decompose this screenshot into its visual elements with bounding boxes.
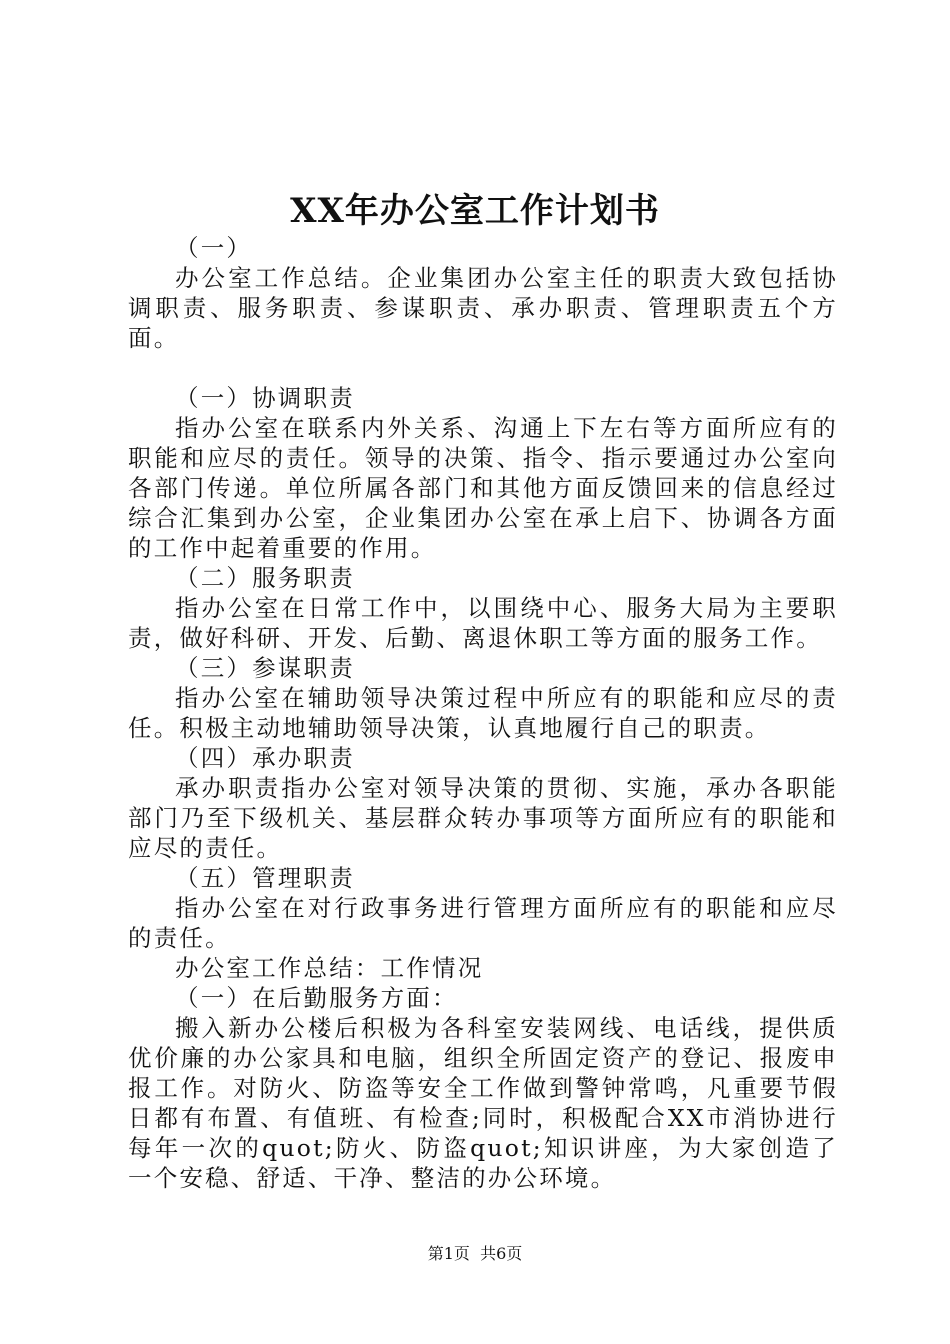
section-heading: （一）协调职责 — [175, 384, 355, 412]
page-footer — [0, 1242, 950, 1266]
page-number-current: 第1页 — [427, 1244, 470, 1263]
paragraph: 办公室工作总结。企业集团办公室主任的职责大致包括协调职责、服务职责、参谋职责、承办职责、管理职责五个方面。 — [128, 264, 838, 352]
paragraph: 指办公室在联系内外关系、沟通上下左右等方面所应有的职能和应尽的责任。领导的决策、指令、指示要通过办公室向各部门传递。单位所属各部门和其他方面反馈回来的信息经过综合汇集到办公室，企业集团办公室在承上启下、协调各方面的工作中起着重要的作用。 — [128, 414, 838, 562]
document-body — [128, 233, 838, 1193]
paragraph: 指办公室在日常工作中，以围绕中心、服务大局为主要职责，做好科研、开发、后勤、离退休职工等方面的服务工作。 — [128, 594, 838, 652]
section-heading: （五）管理职责 — [175, 864, 355, 892]
page-number-total: 共6页 — [480, 1244, 523, 1263]
footer-separator — [470, 1244, 480, 1263]
section-heading: （四）承办职责 — [175, 744, 355, 772]
section-heading: （二）服务职责 — [175, 564, 355, 592]
section-label: （一） — [175, 234, 253, 262]
paragraph: 搬入新办公楼后积极为各科室安装网线、电话线，提供质优价廉的办公家具和电脑，组织全所固定资产的登记、报废申报工作。对防火、防盗等安全工作做到警钟常鸣，凡重要节假日都有布置、有值班、有检查;同时，积极配合XX市消协进行每年一次的quot;防火、防盗quot;知识讲座，为大家创造了一个安稳、舒适、干净、整洁的办公环境。 — [128, 1014, 838, 1192]
section-heading: （三）参谋职责 — [175, 654, 355, 682]
section-heading: 办公室工作总结：工作情况 — [175, 954, 484, 982]
section-heading: （一）在后勤服务方面： — [175, 984, 458, 1012]
page-title: XX年办公室工作计划书 — [290, 191, 660, 231]
paragraph: 指办公室在对行政事务进行管理方面所应有的职能和应尽的责任。 — [128, 894, 838, 952]
paragraph: 指办公室在辅助领导决策过程中所应有的职能和应尽的责任。积极主动地辅助领导决策，认真地履行自己的职责。 — [128, 684, 838, 742]
paragraph: 承办职责指办公室对领导决策的贯彻、实施，承办各职能部门乃至下级机关、基层群众转办事项等方面所应有的职能和应尽的责任。 — [128, 774, 838, 862]
